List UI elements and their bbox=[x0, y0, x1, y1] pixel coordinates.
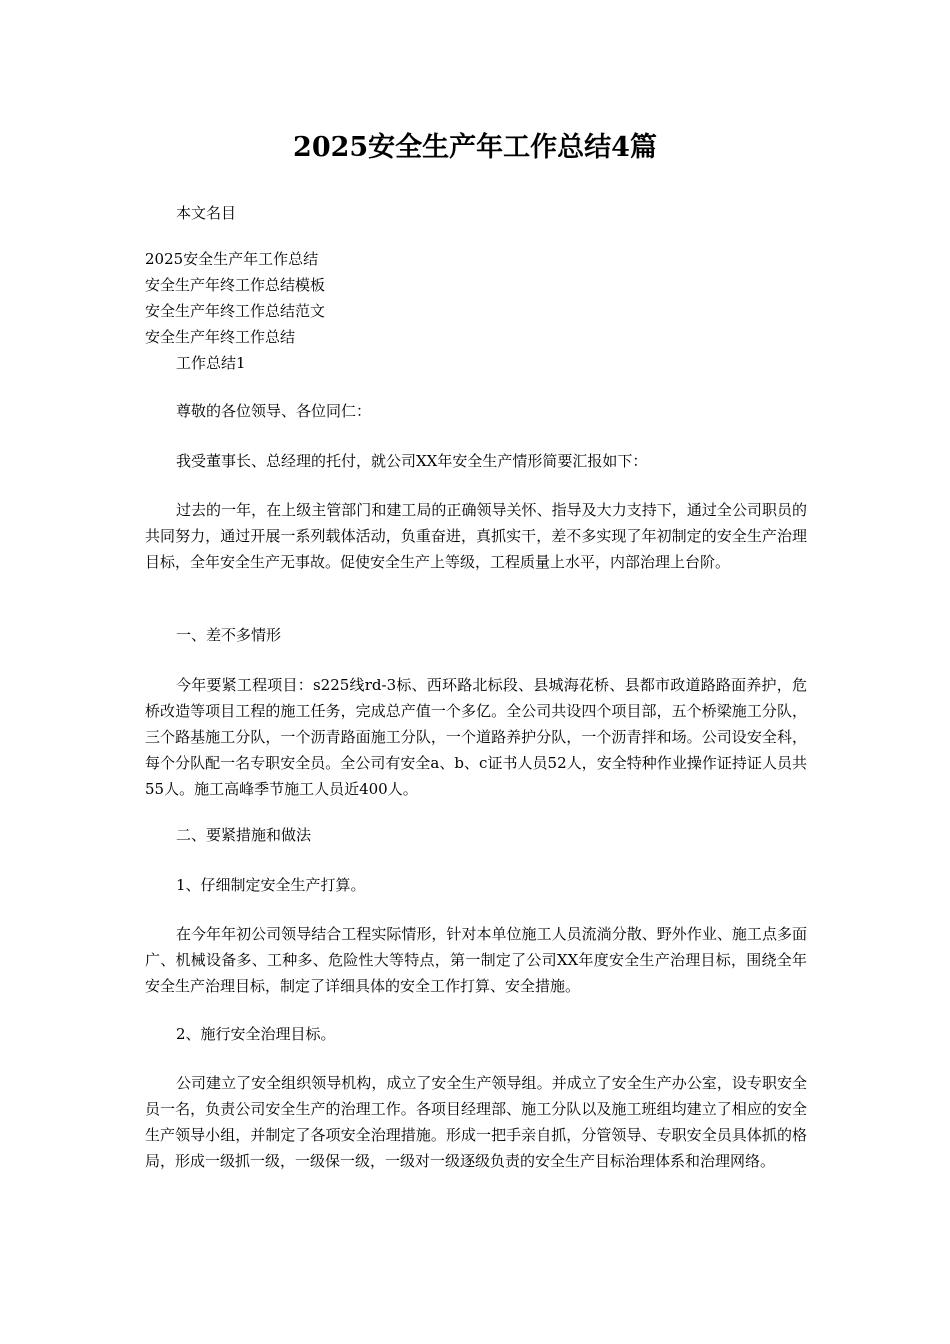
paragraph-2-block bbox=[145, 672, 807, 802]
toc-item: 安全生产年终工作总结 bbox=[145, 328, 296, 346]
paragraph-1: 过去的一年，在上级主管部门和建工局的正确领导关怀、指导及大力支持下，通过全公司职员的共同努力，通过开展一系列载体活动，负重奋进，真抓实干，差不多实现了年初制定的安全生产治理目标，全年安全生产无事故。促使安全生产上等级，工程质量上水平，内部治理上台阶。 bbox=[145, 501, 807, 571]
paragraph-1-block bbox=[145, 497, 807, 575]
toc-item: 安全生产年终工作总结模板 bbox=[145, 276, 326, 294]
paragraph-4-block bbox=[145, 1070, 807, 1174]
heading-1-block bbox=[145, 622, 807, 648]
paragraph-2: 今年要紧工程项目：s225线rd-3标、西环路北标段、县城海花桥、县都市政道路路面养护，危桥改造等项目工程的施工任务，完成总产值一个多亿。全公司共设四个项目部，五个桥梁施工分队，三个路基施工分队，一个沥青路面施工分队，一个道路养护分队，一个沥青拌和场。公司设安全科，每个分队配一名专职安全员。全公司有安全a、b、c证书人员52人，安全特种作业操作证持证人员共55人。施工高峰季节施工人员近400人。 bbox=[145, 676, 807, 798]
sub-heading-1: 1、仔细制定安全生产打算。 bbox=[176, 876, 366, 894]
section-label: 工作总结1 bbox=[176, 354, 246, 372]
sub-heading-1-block bbox=[145, 872, 807, 898]
document-title: 2025安全生产年工作总结4篇 bbox=[293, 132, 657, 163]
paragraph-3: 在今年年初公司领导结合工程实际情形，针对本单位施工人员流淌分散、野外作业、施工点多面广、机械设备多、工种多、危险性大等特点，第一制定了公司XX年度安全生产治理目标，围绕全年安全生产治理目标，制定了详细具体的安全工作打算、安全措施。 bbox=[145, 925, 807, 995]
greeting: 尊敬的各位领导、各位同仁： bbox=[176, 402, 372, 420]
paragraph-3-block bbox=[145, 921, 807, 999]
sub-heading-2-block bbox=[145, 1021, 807, 1047]
heading-2-block bbox=[145, 822, 807, 848]
toc-item: 安全生产年终工作总结范文 bbox=[145, 302, 326, 320]
toc-heading: 本文名目 bbox=[176, 204, 237, 222]
section-heading-1: 一、差不多情形 bbox=[176, 626, 282, 644]
sub-heading-2: 2、施行安全治理目标。 bbox=[176, 1025, 336, 1043]
greeting-block bbox=[145, 398, 807, 424]
intro-paragraph: 我受董事长、总经理的托付，就公司XX年安全生产情形简要汇报如下： bbox=[176, 452, 648, 470]
paragraph-4: 公司建立了安全组织领导机构，成立了安全生产领导组。并成立了安全生产办公室，设专职安全员一名，负责公司安全生产的治理工作。各项目经理部、施工分队以及施工班组均建立了相应的安全生产领导小组，并制定了各项安全治理措施。形成一把手亲自抓，分管领导、专职安全员具体抓的格局，形成一级抓一级，一级保一级，一级对一级逐级负责的安全生产目标治理体系和治理网络。 bbox=[145, 1074, 807, 1170]
toc-heading-block bbox=[145, 200, 807, 226]
section-heading-2: 二、要紧措施和做法 bbox=[176, 826, 312, 844]
intro-block bbox=[145, 448, 807, 474]
table-of-contents bbox=[145, 246, 807, 376]
toc-item: 2025安全生产年工作总结 bbox=[145, 250, 319, 268]
